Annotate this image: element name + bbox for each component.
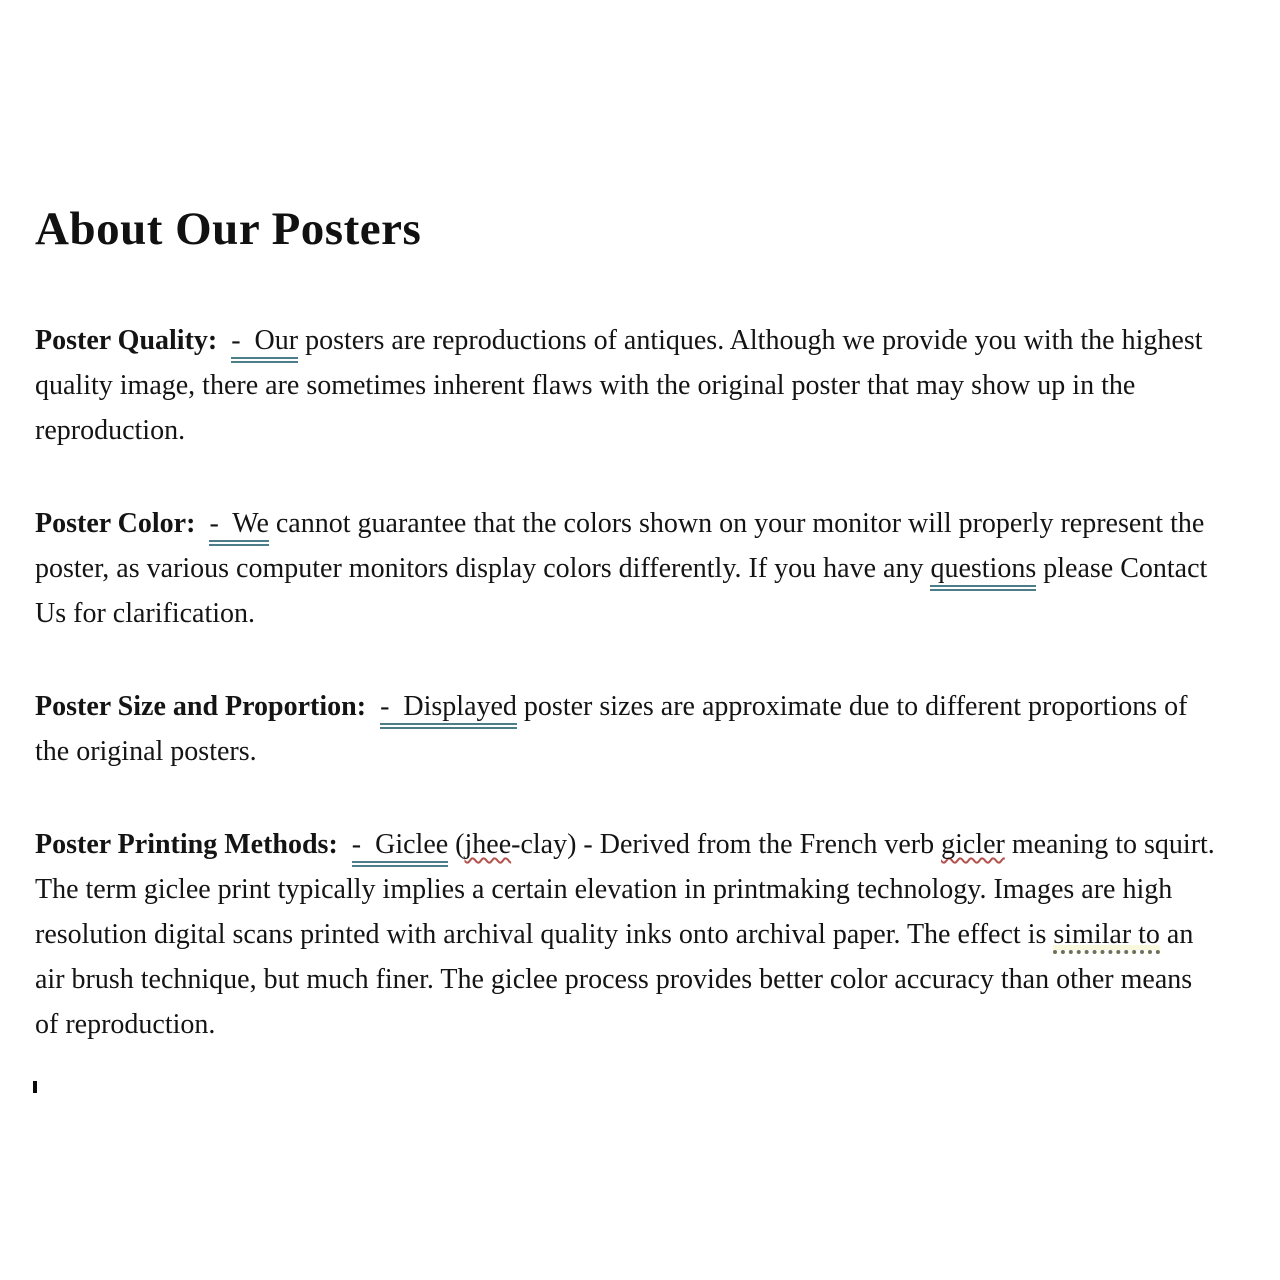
- inline-link-we[interactable]: - We: [209, 508, 268, 546]
- misspelled-word-jhee: jhee: [464, 829, 512, 860]
- inline-link-questions[interactable]: questions: [930, 553, 1036, 591]
- inline-link-our[interactable]: - Our: [231, 325, 298, 363]
- poster-quality-label: Poster Quality:: [35, 325, 218, 356]
- paragraph-poster-size: [35, 684, 1215, 774]
- label-gap: [366, 691, 380, 722]
- poster-size-label: Poster Size and Proportion:: [35, 691, 367, 722]
- poster-color-text-2: please Contact Us for clarification.: [35, 553, 1215, 629]
- text-cursor: [33, 1081, 37, 1093]
- printing-methods-label: Poster Printing Methods:: [35, 829, 338, 860]
- misspelled-word-gicler: gicler: [941, 829, 1005, 860]
- poster-color-label: Poster Color:: [35, 508, 196, 539]
- printing-methods-text-3: meaning to squirt. The term giclee print typically implies a certain elevation in printmaking technology. Images are high resolution digital scans printed with archival quality inks onto archival paper. The effect is: [35, 829, 1222, 950]
- inline-link-giclee[interactable]: - Giclee: [352, 829, 448, 867]
- printing-methods-text-4: an air brush technique, but much finer. The giclee process provides better color accuracy than other means of reproduction.: [35, 919, 1201, 1040]
- page-title: About Our Posters: [35, 203, 422, 255]
- grammar-flag-similar-to: similar to: [1053, 919, 1160, 954]
- document-content: [35, 0, 1222, 1047]
- label-gap: [217, 325, 231, 356]
- paragraph-poster-quality: [35, 318, 1215, 453]
- paragraph-poster-color: [35, 501, 1215, 636]
- label-gap: [195, 508, 209, 539]
- inline-link-displayed[interactable]: - Displayed: [380, 691, 517, 729]
- poster-size-text: poster sizes are approximate due to different proportions of the original posters.: [35, 691, 1195, 767]
- printing-methods-text-1: (: [448, 829, 465, 860]
- printing-methods-text-2: -clay) - Derived from the French verb: [511, 829, 942, 860]
- poster-quality-text: posters are reproductions of antiques. Although we provide you with the highest quality image, there are sometimes inherent flaws with the original poster that may show up in the reproduction.: [35, 325, 1210, 446]
- paragraph-printing-methods: [35, 822, 1222, 1047]
- poster-color-text-1: cannot guarantee that the colors shown on your monitor will properly represent the poster, as various computer monitors display colors differently. If you have any: [35, 508, 1212, 584]
- label-gap: [338, 829, 352, 860]
